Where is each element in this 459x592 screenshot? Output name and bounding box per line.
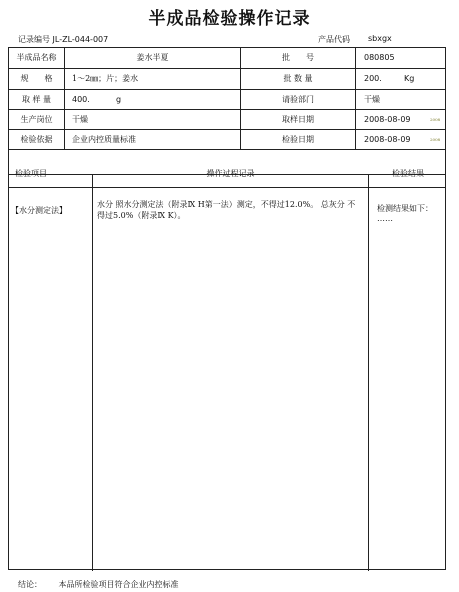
record-number: 记录编号 JL-ZL-044-007 <box>18 35 109 44</box>
request-dept-value: 干燥 <box>364 95 380 104</box>
post-label: 生产岗位 <box>20 115 53 124</box>
product-name-label: 半成品名称 <box>16 53 57 62</box>
sample-date-value: 2008-08-09 <box>364 115 411 124</box>
basis-label: 检验依据 <box>20 135 53 144</box>
conclusion <box>18 579 179 590</box>
sample-qty-value: 400. <box>72 95 90 104</box>
post-value: 干燥 <box>72 115 88 124</box>
result-header: 检验结果 <box>392 169 424 178</box>
page-title: 半成品检验操作记录 <box>148 9 311 29</box>
record-table <box>8 47 446 570</box>
sample-qty-unit: g <box>116 95 122 104</box>
product-code-value: sbxgx <box>368 34 392 43</box>
test-item-name: 【水分测定法】 <box>11 206 67 215</box>
test-date-mark: 2008 <box>430 137 441 142</box>
test-date-label: 检验日期 <box>282 135 314 144</box>
item-header: 检验项目 <box>15 169 47 178</box>
spec-value: 1～2㎜；片；姜水 <box>72 74 139 83</box>
spec-label: 规 格 <box>20 74 53 83</box>
product-code-label: 产品代码 <box>318 35 350 44</box>
conclusion-label: 结论： <box>18 580 42 589</box>
batch-label: 批 号 <box>282 53 314 62</box>
batch-qty-label: 批 数 量 <box>283 74 313 83</box>
process-text: 水分 照水分测定法（附录Ⅸ H第一法）测定，不得过12.0%。 总灰分 不得过5.0%（附录Ⅸ K）。 <box>97 200 356 220</box>
batch-qty-unit: Kg <box>404 74 415 83</box>
batch-value: 080805 <box>364 53 395 62</box>
sample-qty-label: 取 样 量 <box>21 95 52 104</box>
process-header: 操作过程记录 <box>206 169 255 178</box>
sample-date-mark: 2008 <box>430 117 441 122</box>
conclusion-text: 本品所检验项目符合企业内控标准 <box>58 580 179 589</box>
result-text: 检测结果如下： <box>377 204 433 213</box>
result-dots: …… <box>377 214 393 223</box>
product-name-value: 姜水半夏 <box>136 53 169 62</box>
sample-date-label: 取样日期 <box>282 115 314 124</box>
batch-qty-value: 200. <box>364 74 382 83</box>
basis-value: 企业内控质量标准 <box>72 135 136 144</box>
test-date-value: 2008-08-09 <box>364 135 411 144</box>
request-dept-label: 请验部门 <box>282 95 314 104</box>
